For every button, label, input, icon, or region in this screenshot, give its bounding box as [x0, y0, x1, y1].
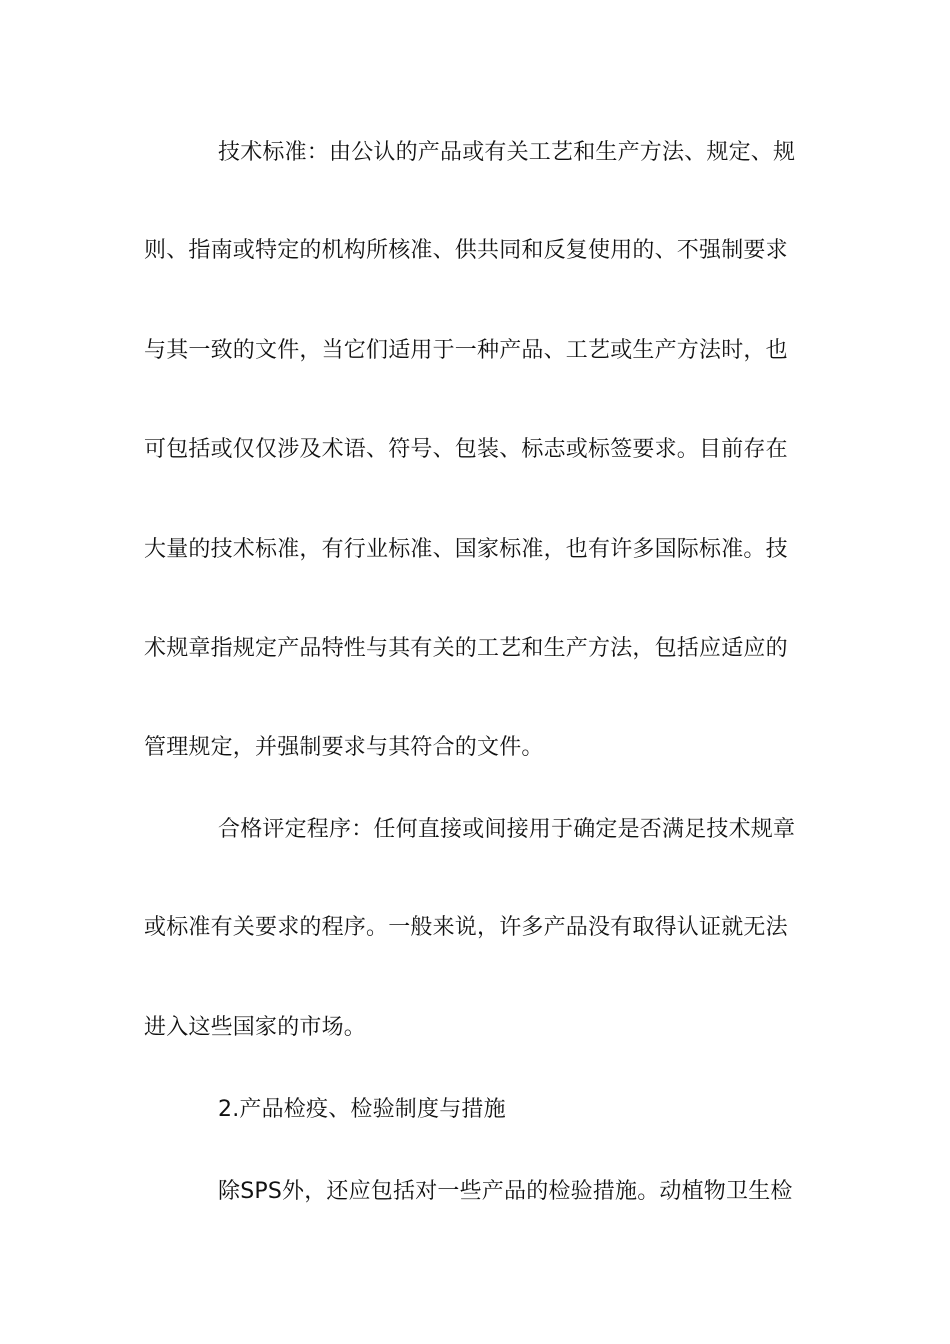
heading-text: 2.产品检疫、检验制度与措施: [218, 1097, 506, 1122]
text-line: 技术标准：由公认的产品或有关工艺和生产方法、规定、规: [218, 140, 796, 165]
text-line: 合格评定程序：任何直接或间接用于确定是否满足技术规章: [218, 817, 796, 842]
text-line: 则、指南或特定的机构所核准、供共同和反复使用的、不强制要求: [144, 238, 788, 263]
text-line: 大量的技术标准，有行业标准、国家标准，也有许多国际标准。技: [144, 537, 788, 562]
text-line: 与其一致的文件，当它们适用于一种产品、工艺或生产方法时，也: [144, 338, 788, 363]
text-line: 管理规定，并强制要求与其符合的文件。: [144, 735, 544, 760]
text-line: 术规章指规定产品特性与其有关的工艺和生产方法，包括应适应的: [144, 636, 788, 661]
text-line: 除SPS外，还应包括对一些产品的检验措施。动植物卫生检: [218, 1179, 793, 1204]
text-line: 可包括或仅仅涉及术语、符号、包装、标志或标签要求。目前存在: [144, 437, 788, 462]
text-line: 或标准有关要求的程序。一般来说，许多产品没有取得认证就无法: [144, 915, 788, 940]
text-line: 进入这些国家的市场。: [144, 1015, 367, 1040]
